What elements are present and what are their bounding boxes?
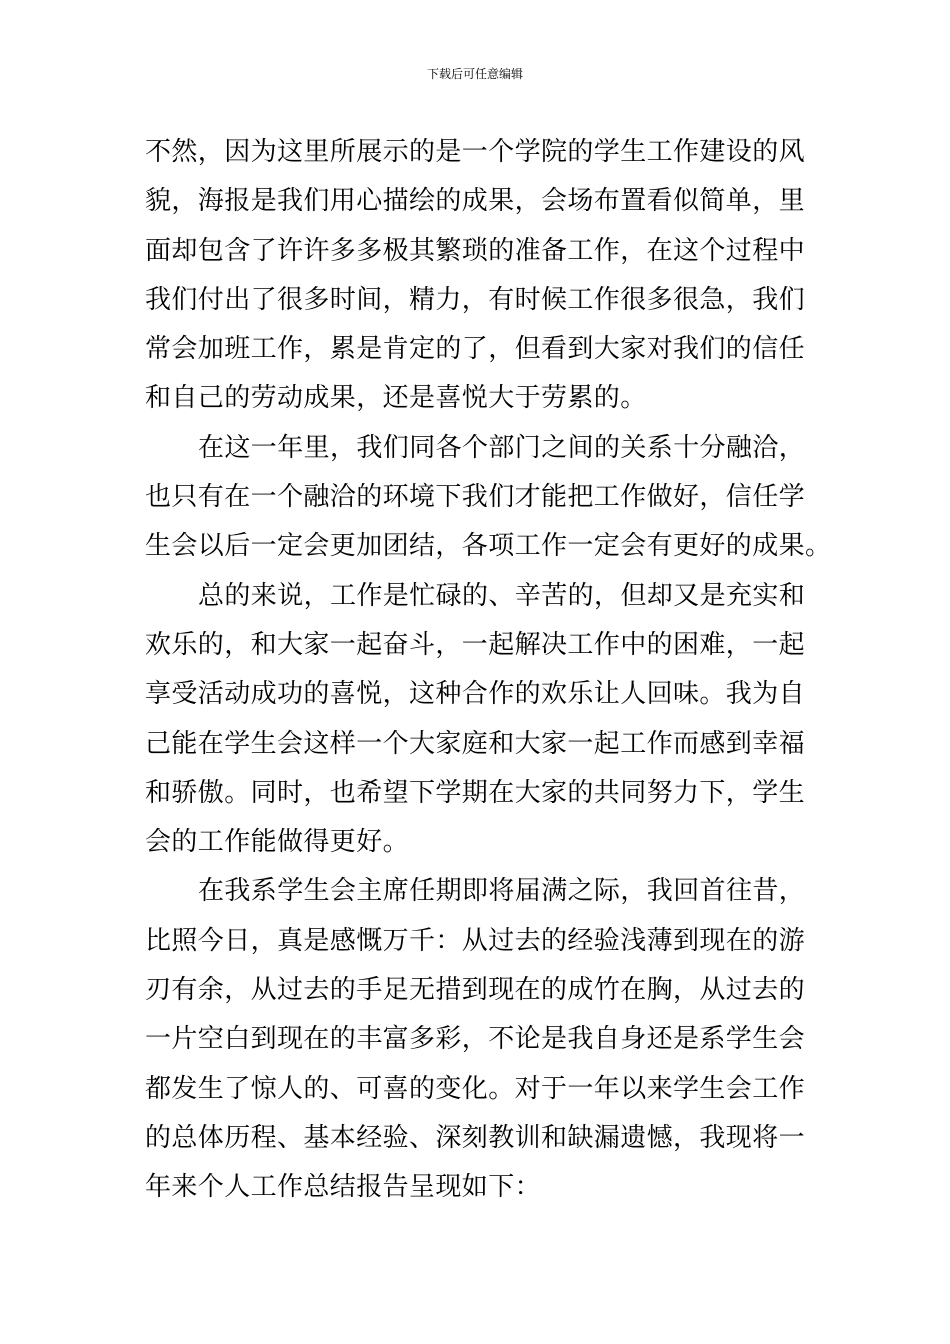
text-line: 都发生了惊人的、可喜的变化。对于一年以来学生会工作 bbox=[145, 1073, 806, 1104]
text-line: 也只有在一个融洽的环境下我们才能把工作做好，信任学 bbox=[145, 482, 806, 513]
text-line: 一片空白到现在的丰富多彩，不论是我自身还是系学生会 bbox=[145, 1024, 806, 1055]
text-line: 会的工作能做得更好。 bbox=[145, 827, 410, 858]
paragraph-2 bbox=[145, 424, 832, 572]
text-line: 总的来说，工作是忙碌的、辛苦的，但却又是充实和 bbox=[198, 580, 806, 611]
text-line: 享受活动成功的喜悦，这种合作的欢乐让人回味。我为自 bbox=[145, 679, 806, 710]
text-line: 己能在学生会这样一个大家庭和大家一起工作而感到幸福 bbox=[145, 728, 806, 759]
text-line: 比照今日，真是感慨万千：从过去的经验浅薄到现在的游 bbox=[145, 925, 806, 956]
text-line: 生会以后一定会更加团结，各项工作一定会有更好的成果。 bbox=[145, 531, 832, 562]
text-line: 不然，因为这里所展示的是一个学院的学生工作建设的风 bbox=[145, 137, 806, 167]
text-line: 常会加班工作，累是肯定的了，但看到大家对我们的信任 bbox=[145, 334, 806, 365]
text-line: 面却包含了许许多多极其繁琐的准备工作，在这个过程中 bbox=[145, 235, 806, 266]
text-line: 的总体历程、基本经验、深刻教训和缺漏遗憾，我现将一 bbox=[145, 1122, 806, 1153]
paragraph-4 bbox=[145, 867, 810, 1212]
text-line: 我们付出了很多时间，精力，有时候工作很多很急，我们 bbox=[145, 284, 806, 315]
text-line: 和自己的劳动成果，还是喜悦大于劳累的。 bbox=[145, 383, 647, 414]
paragraph-1 bbox=[145, 128, 810, 424]
body-text bbox=[145, 128, 832, 1213]
text-line: 貌，海报是我们用心描绘的成果，会场布置看似简单，里 bbox=[145, 186, 806, 217]
text-line: 和骄傲。同时，也希望下学期在大家的共同努力下，学生 bbox=[145, 777, 806, 808]
text-line: 刃有余，从过去的手足无措到现在的成竹在胸，从过去的 bbox=[145, 975, 806, 1006]
text-line: 年来个人工作总结报告呈现如下： bbox=[145, 1172, 542, 1203]
page-header: 下载后可任意编辑 bbox=[426, 67, 523, 81]
text-line: 在这一年里，我们同各个部门之间的关系十分融洽， bbox=[198, 432, 806, 463]
text-line: 欢乐的，和大家一起奋斗，一起解决工作中的困难，一起 bbox=[145, 629, 806, 660]
text-line: 在我系学生会主席任期即将届满之际，我回首往昔， bbox=[198, 876, 806, 907]
paragraph-3 bbox=[145, 572, 810, 868]
